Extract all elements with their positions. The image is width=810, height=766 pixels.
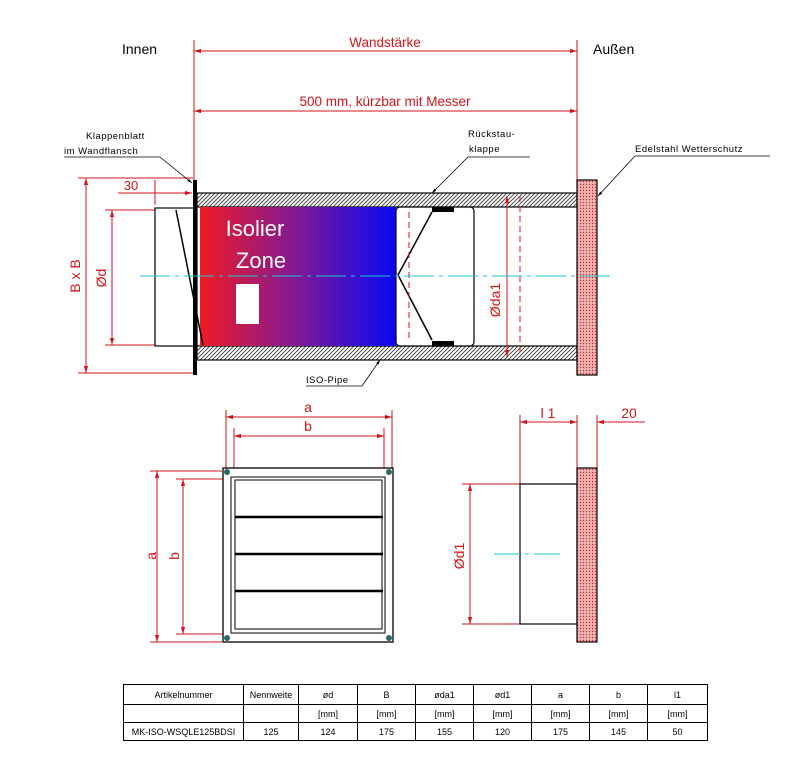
table-cell: 120 bbox=[474, 723, 532, 741]
table-unit: [mm] bbox=[416, 705, 474, 723]
l1-label: l 1 bbox=[540, 405, 556, 421]
table-cell: 155 bbox=[416, 723, 474, 741]
flap-blade-label-2: im Wandflansch bbox=[64, 146, 139, 157]
label-outside: Außen bbox=[593, 41, 635, 57]
flap-blade-label-1: Klappenblatt bbox=[86, 131, 145, 142]
inner-socket bbox=[155, 208, 197, 346]
zone-label-1: Isolier bbox=[225, 216, 285, 241]
dim-a-top: a bbox=[304, 399, 312, 415]
table-unit: [mm] bbox=[590, 705, 648, 723]
table-header: Artikelnummer bbox=[124, 685, 244, 705]
flange-offset-label: 30 bbox=[123, 178, 139, 193]
wall-flange bbox=[193, 180, 197, 375]
table-cell: 145 bbox=[590, 723, 648, 741]
weather-guard bbox=[577, 180, 597, 375]
side-view bbox=[494, 468, 597, 642]
table-row bbox=[124, 723, 708, 741]
table-cell: 50 bbox=[648, 723, 708, 741]
table-unit: [mm] bbox=[648, 705, 708, 723]
iso-pipe-label: ISO-Pipe bbox=[306, 375, 349, 386]
front-view-grille bbox=[223, 468, 393, 642]
table-cell: 175 bbox=[358, 723, 416, 741]
table-unit: [mm] bbox=[474, 705, 532, 723]
table-cell: MK-ISO-WSQLE125BDSI bbox=[124, 723, 244, 741]
dim-a-side: a bbox=[143, 552, 159, 560]
d-label: Ød bbox=[93, 268, 109, 288]
table-header: øda1 bbox=[416, 685, 474, 705]
table-unit: [mm] bbox=[299, 705, 358, 723]
weather-guard-label: Edelstahl Wetterschutz bbox=[635, 144, 743, 155]
guard-depth-label: 20 bbox=[621, 405, 637, 421]
dim-b-top: b bbox=[304, 418, 312, 434]
table-header: l1 bbox=[648, 685, 708, 705]
backflow-label-2: klappe bbox=[469, 144, 500, 155]
table-cell: 125 bbox=[244, 723, 299, 741]
table-header: a bbox=[532, 685, 590, 705]
table-header: b bbox=[590, 685, 648, 705]
table-units-row bbox=[124, 705, 708, 723]
bxb-label: B x B bbox=[67, 259, 83, 293]
length-note-label: 500 mm, kürzbar mit Messer bbox=[299, 94, 471, 109]
table-header-row bbox=[124, 685, 708, 705]
table-unit: [mm] bbox=[358, 705, 416, 723]
dim-b-side: b bbox=[166, 552, 182, 560]
table-cell: 175 bbox=[532, 723, 590, 741]
backflow-label-1: Rückstau- bbox=[468, 129, 516, 140]
table-unit bbox=[124, 705, 244, 723]
table-header: ød1 bbox=[474, 685, 532, 705]
d1-label: Ød1 bbox=[451, 542, 467, 570]
table-unit: [mm] bbox=[532, 705, 590, 723]
zone-gap bbox=[236, 284, 259, 324]
table-header: Nennweite bbox=[244, 685, 299, 705]
table-header: ød bbox=[299, 685, 358, 705]
label-inside: Innen bbox=[122, 41, 158, 57]
wall-thickness-label: Wandstärke bbox=[349, 35, 421, 50]
table-header: B bbox=[358, 685, 416, 705]
table-cell: 124 bbox=[299, 723, 358, 741]
zone-label-2: Zone bbox=[235, 248, 287, 273]
da1-label: Øda1 bbox=[487, 282, 503, 318]
table-unit bbox=[244, 705, 299, 723]
spec-table bbox=[123, 684, 708, 741]
